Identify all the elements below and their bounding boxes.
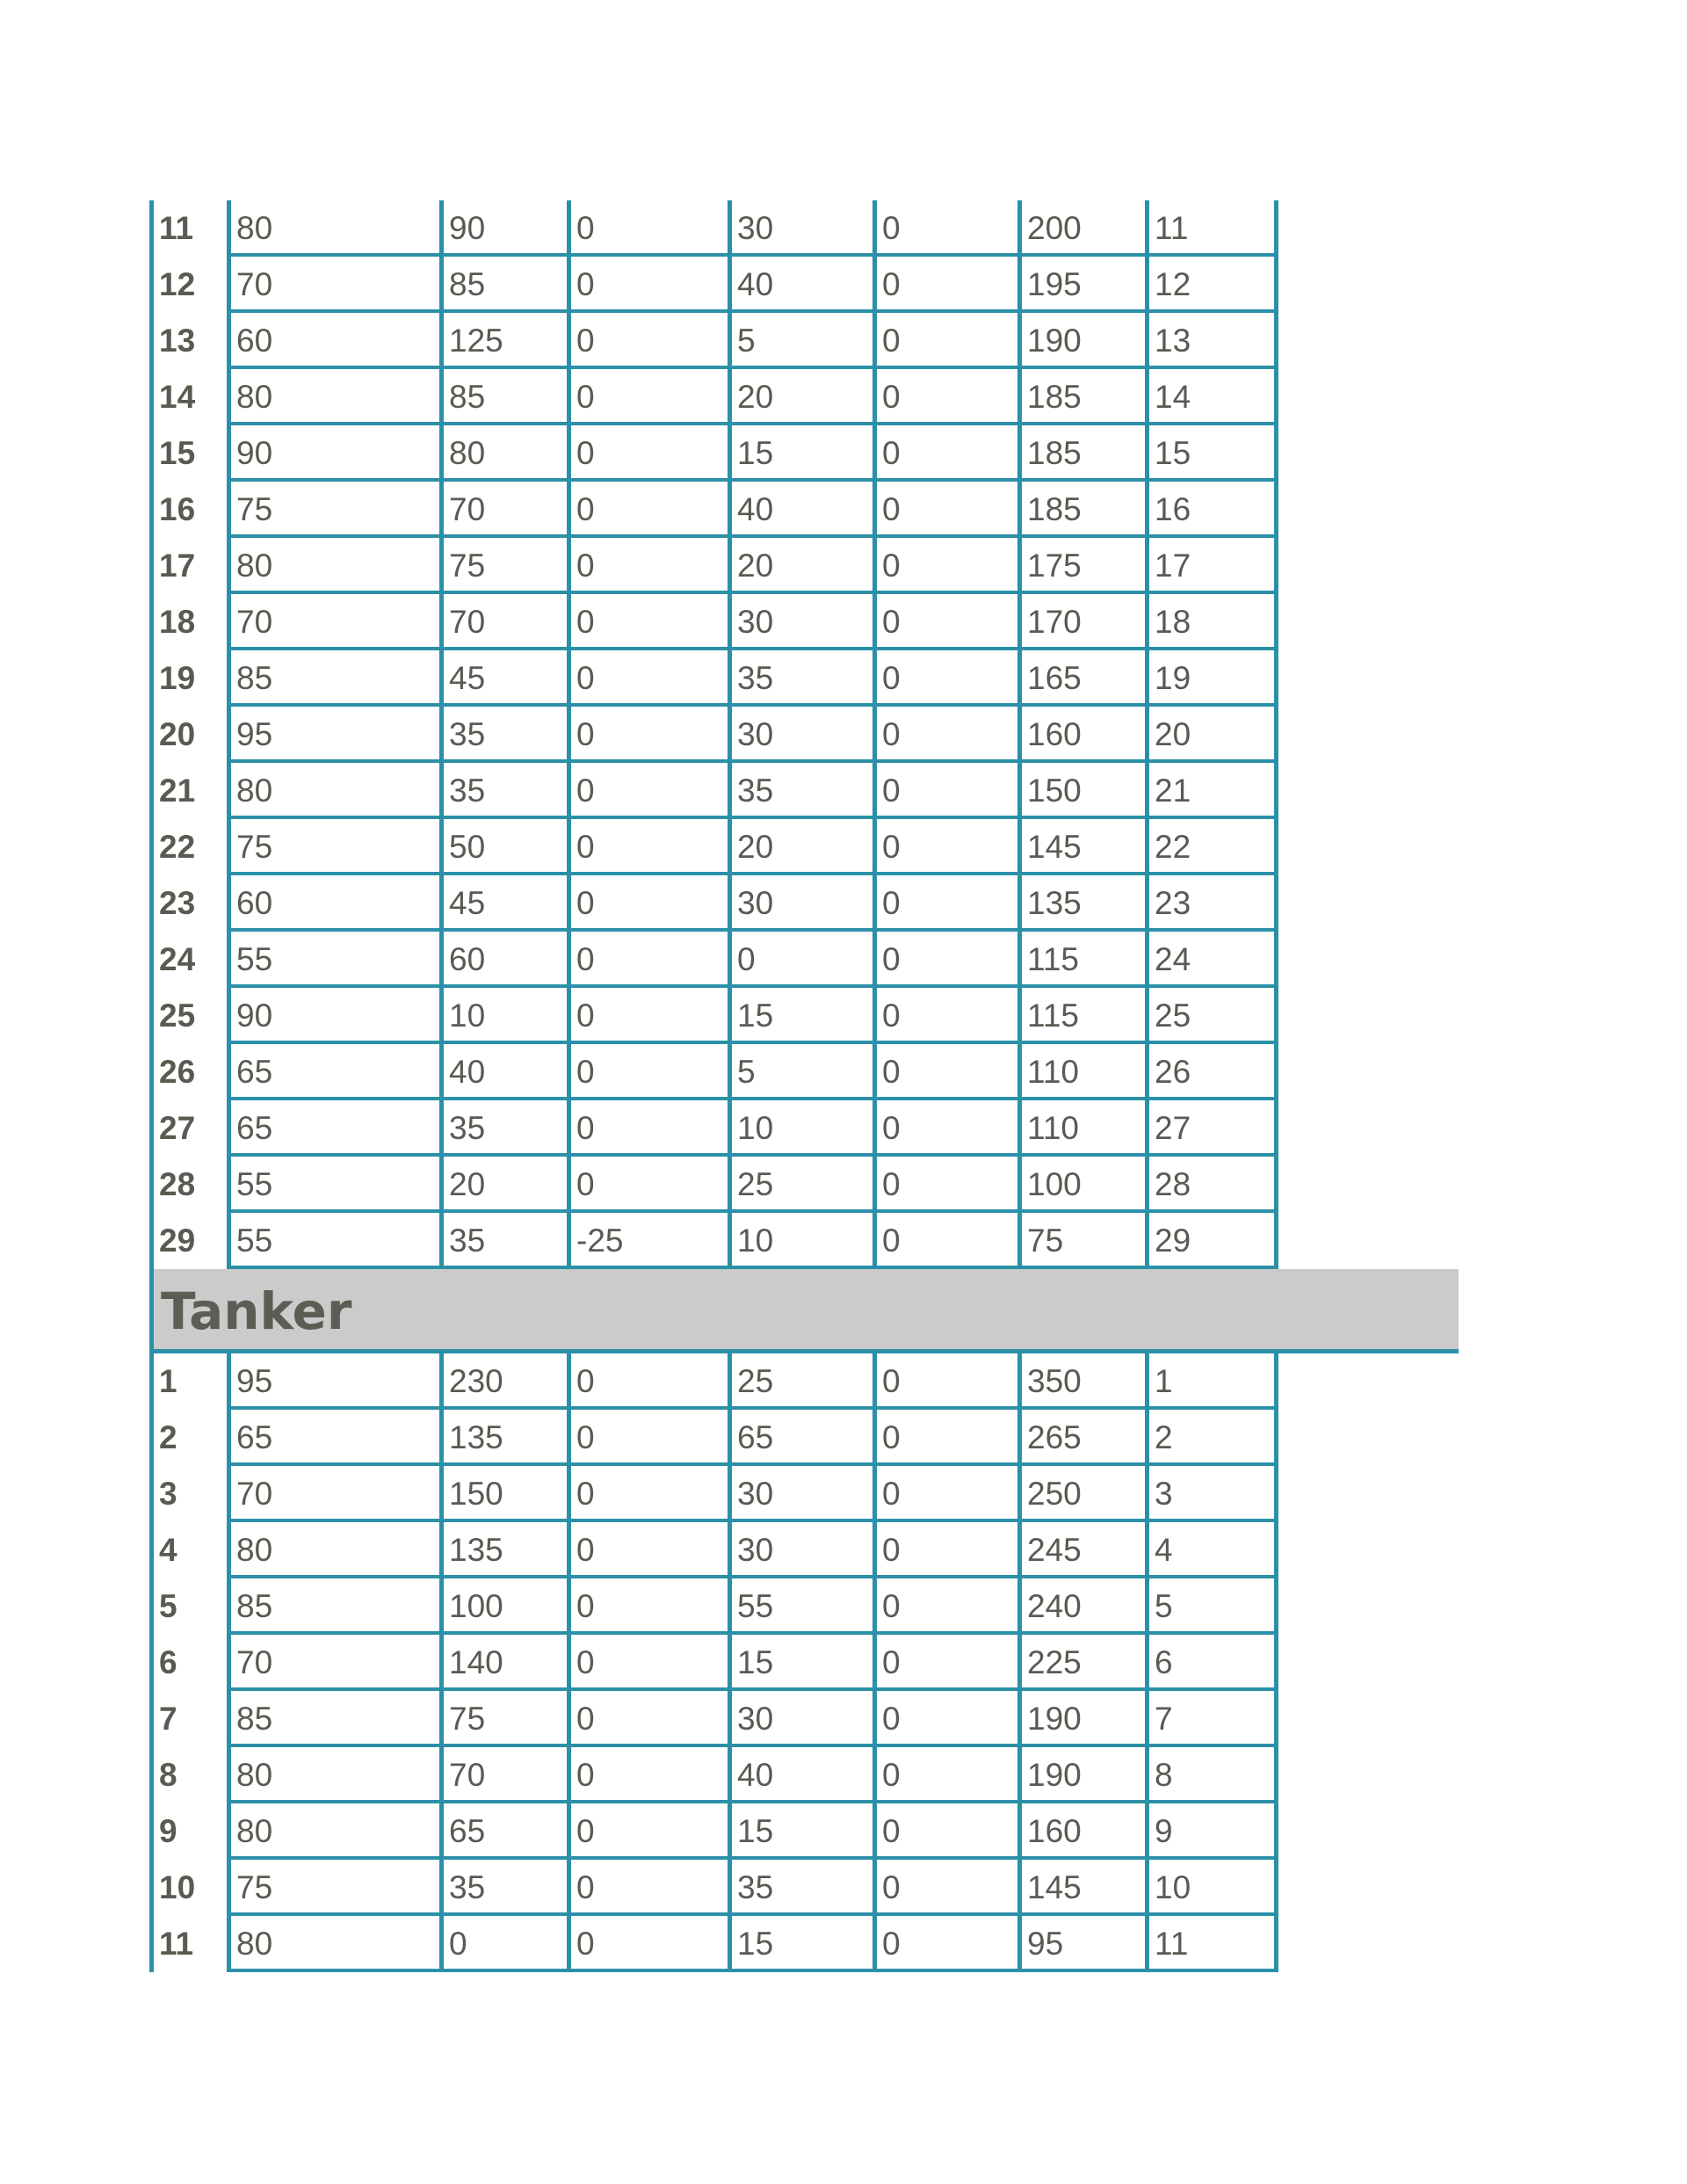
table-row bbox=[149, 594, 1283, 650]
table-cell: 80 bbox=[227, 200, 439, 257]
table-cell: 5 bbox=[1145, 1578, 1278, 1635]
row-index-cell: 9 bbox=[149, 1803, 227, 1860]
table-cell: 20 bbox=[728, 819, 872, 875]
table-row bbox=[149, 1635, 1283, 1691]
table-cell: 160 bbox=[1017, 1803, 1145, 1860]
table-cell: 30 bbox=[728, 1522, 872, 1578]
table-cell: 115 bbox=[1017, 932, 1145, 988]
table-cell: 20 bbox=[728, 369, 872, 425]
table-cell: 8 bbox=[1145, 1747, 1278, 1803]
row-index-cell: 5 bbox=[149, 1578, 227, 1635]
section-title: Tanker bbox=[161, 1281, 352, 1341]
table-cell: 70 bbox=[439, 594, 567, 650]
table-cell: 35 bbox=[439, 1213, 567, 1269]
table-row bbox=[149, 257, 1283, 313]
table-cell: 190 bbox=[1017, 313, 1145, 369]
table-cell: 185 bbox=[1017, 482, 1145, 538]
table-cell: 175 bbox=[1017, 538, 1145, 594]
table-cell: 27 bbox=[1145, 1100, 1278, 1157]
table-cell: 40 bbox=[728, 257, 872, 313]
table-row bbox=[149, 932, 1283, 988]
table-cell: 9 bbox=[1145, 1803, 1278, 1860]
table-cell: 15 bbox=[728, 425, 872, 482]
table-cell: 245 bbox=[1017, 1522, 1145, 1578]
row-index-cell: 23 bbox=[149, 875, 227, 932]
table-cell: 45 bbox=[439, 875, 567, 932]
table-cell: 190 bbox=[1017, 1747, 1145, 1803]
table-cell: 0 bbox=[567, 875, 728, 932]
table-cell: 0 bbox=[872, 425, 1017, 482]
row-index-cell: 6 bbox=[149, 1635, 227, 1691]
table-cell: 0 bbox=[872, 1691, 1017, 1747]
table-cell: 23 bbox=[1145, 875, 1278, 932]
row-index-cell: 17 bbox=[149, 538, 227, 594]
table-cell: 11 bbox=[1145, 1916, 1278, 1972]
table-cell: 0 bbox=[872, 1635, 1017, 1691]
table-cell: 30 bbox=[728, 594, 872, 650]
table-cell: 0 bbox=[872, 1522, 1017, 1578]
table-cell: 0 bbox=[872, 819, 1017, 875]
row-index-cell: 16 bbox=[149, 482, 227, 538]
table-cell: 0 bbox=[872, 1157, 1017, 1213]
table-cell: 0 bbox=[872, 932, 1017, 988]
table-cell: 7 bbox=[1145, 1691, 1278, 1747]
table-cell: 0 bbox=[567, 1803, 728, 1860]
table-cell: 80 bbox=[227, 763, 439, 819]
table-cell: 115 bbox=[1017, 988, 1145, 1044]
table-cell: 0 bbox=[872, 707, 1017, 763]
table-cell: 225 bbox=[1017, 1635, 1145, 1691]
table-cell: 85 bbox=[227, 1578, 439, 1635]
table-cell: 0 bbox=[567, 1044, 728, 1100]
table-cell: 50 bbox=[439, 819, 567, 875]
table-cell: 0 bbox=[567, 1522, 728, 1578]
table-cell: 25 bbox=[728, 1157, 872, 1213]
table-cell: 6 bbox=[1145, 1635, 1278, 1691]
table-cell: 135 bbox=[1017, 875, 1145, 932]
table-cell: 0 bbox=[567, 538, 728, 594]
table-cell: 16 bbox=[1145, 482, 1278, 538]
table-cell: 75 bbox=[227, 482, 439, 538]
table-cell: 70 bbox=[227, 1466, 439, 1522]
row-index-cell: 11 bbox=[149, 200, 227, 257]
table-cell: 0 bbox=[872, 482, 1017, 538]
table-row bbox=[149, 988, 1283, 1044]
table-cell: 20 bbox=[728, 538, 872, 594]
table-cell: 35 bbox=[439, 707, 567, 763]
table-cell: 0 bbox=[567, 988, 728, 1044]
table-cell: 70 bbox=[227, 257, 439, 313]
table-cell: 80 bbox=[227, 1916, 439, 1972]
row-index-cell: 26 bbox=[149, 1044, 227, 1100]
table-cell: 35 bbox=[728, 650, 872, 707]
table-cell: 28 bbox=[1145, 1157, 1278, 1213]
table-cell: 0 bbox=[872, 988, 1017, 1044]
table-cell: 0 bbox=[567, 425, 728, 482]
table-cell: 40 bbox=[728, 482, 872, 538]
table-cell: 0 bbox=[567, 594, 728, 650]
table-cell: 25 bbox=[1145, 988, 1278, 1044]
table-cell: 125 bbox=[439, 313, 567, 369]
table-cell: 185 bbox=[1017, 369, 1145, 425]
table-cell: 60 bbox=[439, 932, 567, 988]
table-cell: 12 bbox=[1145, 257, 1278, 313]
table-cell: 35 bbox=[439, 1100, 567, 1157]
table-cell: 1 bbox=[1145, 1353, 1278, 1410]
table-cell: 140 bbox=[439, 1635, 567, 1691]
table-row bbox=[149, 1353, 1283, 1410]
table-cell: 85 bbox=[227, 650, 439, 707]
table-cell: 0 bbox=[872, 1860, 1017, 1916]
table-cell: 18 bbox=[1145, 594, 1278, 650]
table-cell: 250 bbox=[1017, 1466, 1145, 1522]
table-cell: 70 bbox=[439, 482, 567, 538]
table-cell: 150 bbox=[439, 1466, 567, 1522]
table-cell: 0 bbox=[872, 1747, 1017, 1803]
table-cell: 14 bbox=[1145, 369, 1278, 425]
table-cell: 60 bbox=[227, 875, 439, 932]
table-row bbox=[149, 200, 1283, 257]
table-cell: 5 bbox=[728, 1044, 872, 1100]
table-cell: 22 bbox=[1145, 819, 1278, 875]
table-cell: 40 bbox=[728, 1747, 872, 1803]
table-cell: 240 bbox=[1017, 1578, 1145, 1635]
row-index-cell: 1 bbox=[149, 1353, 227, 1410]
table-cell: 35 bbox=[728, 763, 872, 819]
table-cell: 80 bbox=[227, 369, 439, 425]
table-cell: 30 bbox=[728, 200, 872, 257]
table-cell: 0 bbox=[567, 369, 728, 425]
table-cell: 95 bbox=[227, 707, 439, 763]
table-row bbox=[149, 1044, 1283, 1100]
table-cell: 30 bbox=[728, 707, 872, 763]
row-index-cell: 18 bbox=[149, 594, 227, 650]
table-cell: 35 bbox=[439, 1860, 567, 1916]
table-row bbox=[149, 1157, 1283, 1213]
row-index-cell: 19 bbox=[149, 650, 227, 707]
table-cell: 0 bbox=[567, 1466, 728, 1522]
table-cell: 65 bbox=[227, 1410, 439, 1466]
table-row bbox=[149, 1803, 1283, 1860]
table-cell: 75 bbox=[439, 538, 567, 594]
table-cell: 4 bbox=[1145, 1522, 1278, 1578]
table-cell: 45 bbox=[439, 650, 567, 707]
table-row bbox=[149, 875, 1283, 932]
table-cell: 65 bbox=[227, 1044, 439, 1100]
table-cell: 195 bbox=[1017, 257, 1145, 313]
table-cell: 0 bbox=[728, 932, 872, 988]
table-cell: 30 bbox=[728, 875, 872, 932]
table-cell: 100 bbox=[1017, 1157, 1145, 1213]
table-cell: 0 bbox=[567, 1916, 728, 1972]
table-cell: 13 bbox=[1145, 313, 1278, 369]
table-row bbox=[149, 763, 1283, 819]
row-index-cell: 4 bbox=[149, 1522, 227, 1578]
table-row bbox=[149, 425, 1283, 482]
table-cell: 55 bbox=[227, 932, 439, 988]
row-index-cell: 24 bbox=[149, 932, 227, 988]
table-cell: 29 bbox=[1145, 1213, 1278, 1269]
table-cell: 26 bbox=[1145, 1044, 1278, 1100]
table-row bbox=[149, 313, 1283, 369]
table-cell: 350 bbox=[1017, 1353, 1145, 1410]
table-cell: 20 bbox=[439, 1157, 567, 1213]
table-cell: 85 bbox=[227, 1691, 439, 1747]
table-cell: 21 bbox=[1145, 763, 1278, 819]
table-cell: 65 bbox=[728, 1410, 872, 1466]
table-cell: 90 bbox=[227, 988, 439, 1044]
table-cell: 15 bbox=[728, 988, 872, 1044]
row-index-cell: 15 bbox=[149, 425, 227, 482]
row-index-cell: 27 bbox=[149, 1100, 227, 1157]
table-cell: 0 bbox=[567, 257, 728, 313]
row-index-cell: 7 bbox=[149, 1691, 227, 1747]
table-cell: 10 bbox=[728, 1213, 872, 1269]
table-cell: 0 bbox=[872, 1803, 1017, 1860]
table-cell: 145 bbox=[1017, 819, 1145, 875]
table-cell: 75 bbox=[1017, 1213, 1145, 1269]
table-cell: 65 bbox=[227, 1100, 439, 1157]
table-cell: 110 bbox=[1017, 1100, 1145, 1157]
row-index-cell: 13 bbox=[149, 313, 227, 369]
table-row bbox=[149, 1578, 1283, 1635]
table-cell: 80 bbox=[439, 425, 567, 482]
row-index-cell: 20 bbox=[149, 707, 227, 763]
table-cell: 0 bbox=[567, 819, 728, 875]
table-cell: 25 bbox=[728, 1353, 872, 1410]
table-cell: 75 bbox=[439, 1691, 567, 1747]
table-cell: 190 bbox=[1017, 1691, 1145, 1747]
table-cell: 0 bbox=[872, 369, 1017, 425]
table-cell: 80 bbox=[227, 538, 439, 594]
table-cell: 10 bbox=[728, 1100, 872, 1157]
table-cell: 35 bbox=[439, 763, 567, 819]
table-cell: 0 bbox=[567, 1635, 728, 1691]
table-row bbox=[149, 650, 1283, 707]
table-cell: 24 bbox=[1145, 932, 1278, 988]
table-cell: 55 bbox=[728, 1578, 872, 1635]
row-index-cell: 25 bbox=[149, 988, 227, 1044]
table-row bbox=[149, 1691, 1283, 1747]
table-row bbox=[149, 1213, 1283, 1269]
table-cell: 11 bbox=[1145, 200, 1278, 257]
table-cell: 55 bbox=[227, 1213, 439, 1269]
table-cell: 0 bbox=[872, 1916, 1017, 1972]
table-cell: 0 bbox=[872, 1100, 1017, 1157]
table-cell: 15 bbox=[728, 1916, 872, 1972]
table-cell: 95 bbox=[1017, 1916, 1145, 1972]
table-cell: 15 bbox=[728, 1803, 872, 1860]
row-index-cell: 22 bbox=[149, 819, 227, 875]
table-cell: 15 bbox=[1145, 425, 1278, 482]
table-cell: 10 bbox=[1145, 1860, 1278, 1916]
table-cell: 0 bbox=[872, 650, 1017, 707]
table-cell: 65 bbox=[439, 1803, 567, 1860]
table-cell: 0 bbox=[872, 1410, 1017, 1466]
table-cell: 95 bbox=[227, 1353, 439, 1410]
table-cell: 0 bbox=[567, 932, 728, 988]
table-cell: 0 bbox=[872, 875, 1017, 932]
table-cell: 19 bbox=[1145, 650, 1278, 707]
table-cell: 80 bbox=[227, 1522, 439, 1578]
table-cell: 0 bbox=[567, 1578, 728, 1635]
table-row bbox=[149, 1100, 1283, 1157]
table-cell: 0 bbox=[872, 1466, 1017, 1522]
table-cell: 70 bbox=[227, 594, 439, 650]
table-cell: 0 bbox=[567, 1747, 728, 1803]
row-index-cell: 2 bbox=[149, 1410, 227, 1466]
row-index-cell: 8 bbox=[149, 1747, 227, 1803]
row-index-cell: 10 bbox=[149, 1860, 227, 1916]
table-cell: 0 bbox=[872, 313, 1017, 369]
table-cell: 0 bbox=[567, 1157, 728, 1213]
table-row bbox=[149, 1522, 1283, 1578]
table-row bbox=[149, 1466, 1283, 1522]
row-index-cell: 14 bbox=[149, 369, 227, 425]
table-row bbox=[149, 482, 1283, 538]
table-cell: 15 bbox=[728, 1635, 872, 1691]
table-cell: 3 bbox=[1145, 1466, 1278, 1522]
table-cell: 0 bbox=[567, 1100, 728, 1157]
table-row bbox=[149, 369, 1283, 425]
table-cell: 265 bbox=[1017, 1410, 1145, 1466]
table-cell: 0 bbox=[872, 1213, 1017, 1269]
data-sheet bbox=[149, 200, 1459, 1972]
table-row bbox=[149, 1860, 1283, 1916]
table-cell: 135 bbox=[439, 1522, 567, 1578]
table-cell: 0 bbox=[872, 594, 1017, 650]
table-row bbox=[149, 1747, 1283, 1803]
table-cell: 90 bbox=[227, 425, 439, 482]
table-cell: 0 bbox=[872, 1044, 1017, 1100]
table-row bbox=[149, 707, 1283, 763]
table-cell: 0 bbox=[567, 1353, 728, 1410]
table-cell: 0 bbox=[567, 1860, 728, 1916]
table-cell: 0 bbox=[567, 1691, 728, 1747]
table-cell: 0 bbox=[567, 763, 728, 819]
row-index-cell: 3 bbox=[149, 1466, 227, 1522]
table-row bbox=[149, 1916, 1283, 1972]
table-cell: 185 bbox=[1017, 425, 1145, 482]
table-cell: 85 bbox=[439, 369, 567, 425]
table-cell: 5 bbox=[728, 313, 872, 369]
section-header bbox=[149, 1269, 1459, 1353]
table-cell: 0 bbox=[567, 707, 728, 763]
table-row bbox=[149, 819, 1283, 875]
row-index-cell: 28 bbox=[149, 1157, 227, 1213]
table-cell: 55 bbox=[227, 1157, 439, 1213]
table-cell: 10 bbox=[439, 988, 567, 1044]
table-cell: 0 bbox=[872, 200, 1017, 257]
table-cell: 30 bbox=[728, 1691, 872, 1747]
table-cell: 150 bbox=[1017, 763, 1145, 819]
table-cell: 0 bbox=[872, 538, 1017, 594]
row-index-cell: 12 bbox=[149, 257, 227, 313]
table-cell: 2 bbox=[1145, 1410, 1278, 1466]
table-cell: 165 bbox=[1017, 650, 1145, 707]
row-index-cell: 29 bbox=[149, 1213, 227, 1269]
table-cell: -25 bbox=[567, 1213, 728, 1269]
table-cell: 145 bbox=[1017, 1860, 1145, 1916]
table-cell: 110 bbox=[1017, 1044, 1145, 1100]
table-cell: 17 bbox=[1145, 538, 1278, 594]
table-cell: 80 bbox=[227, 1747, 439, 1803]
table-cell: 75 bbox=[227, 1860, 439, 1916]
table-cell: 70 bbox=[227, 1635, 439, 1691]
table-cell: 80 bbox=[227, 1803, 439, 1860]
row-index-cell: 21 bbox=[149, 763, 227, 819]
row-index-cell: 11 bbox=[149, 1916, 227, 1972]
table-cell: 30 bbox=[728, 1466, 872, 1522]
table-cell: 0 bbox=[567, 482, 728, 538]
table-cell: 75 bbox=[227, 819, 439, 875]
table-cell: 100 bbox=[439, 1578, 567, 1635]
table-cell: 40 bbox=[439, 1044, 567, 1100]
table-cell: 170 bbox=[1017, 594, 1145, 650]
table-cell: 0 bbox=[872, 763, 1017, 819]
table-cell: 0 bbox=[439, 1916, 567, 1972]
table-cell: 200 bbox=[1017, 200, 1145, 257]
table-cell: 160 bbox=[1017, 707, 1145, 763]
table-cell: 230 bbox=[439, 1353, 567, 1410]
table-row bbox=[149, 538, 1283, 594]
table-cell: 0 bbox=[567, 313, 728, 369]
table-cell: 0 bbox=[567, 200, 728, 257]
table-cell: 20 bbox=[1145, 707, 1278, 763]
table-row bbox=[149, 1410, 1283, 1466]
table-cell: 35 bbox=[728, 1860, 872, 1916]
table-cell: 70 bbox=[439, 1747, 567, 1803]
table-cell: 0 bbox=[872, 1578, 1017, 1635]
table-cell: 0 bbox=[872, 1353, 1017, 1410]
table-cell: 90 bbox=[439, 200, 567, 257]
table-cell: 0 bbox=[567, 650, 728, 707]
table-cell: 0 bbox=[872, 257, 1017, 313]
table-cell: 60 bbox=[227, 313, 439, 369]
table-cell: 85 bbox=[439, 257, 567, 313]
table-cell: 135 bbox=[439, 1410, 567, 1466]
table-cell: 0 bbox=[567, 1410, 728, 1466]
